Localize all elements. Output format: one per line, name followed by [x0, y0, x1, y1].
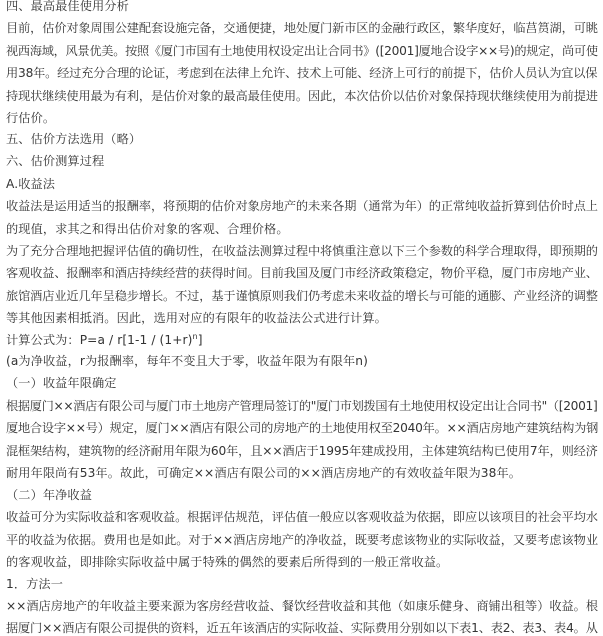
paragraph-line: 收益法是运用适当的报酬率，将预期的估价对象房地产的未来各期（通常为年）的正常纯收益折算到估价时点上: [6, 199, 598, 213]
paragraph-line: 平的收益为依据。费用也是如此。对于××酒店房地产的净收益，既要考虑该物业的实际收益，又要考虑该物业: [6, 533, 599, 547]
paragraph-line: 客观收益、报酬率和酒店持续经营的获得时间。目前我国及厦门市经济政策稳定，物价平稳，厦门市房地产业、: [6, 266, 598, 280]
subsection-heading: A.收益法: [6, 177, 56, 191]
paragraph-line: 耐用年限尚有53年。故此，可确定××酒店有限公司的××酒店房地产的有效收益年限为38年。: [6, 466, 522, 480]
paragraph-line: 厦地合设字××号）规定，厦门××酒店有限公司的房地产的土地使用权至2040年。××酒店房地产建筑结构为钢: [6, 421, 599, 435]
formula-exponent: n: [192, 332, 198, 341]
formula-line: [6, 331, 203, 349]
paragraph-line: 为了充分合理地把握评估值的确切性，在收益法测算过程中将慎重注意以下三个参数的科学合理取得，即预期的: [6, 244, 598, 258]
paragraph-line: 用38年。经过充分合理的论证，考虑到在法律上允许、技术上可能、经济上可行的前提下，估价人员认为宜以保: [6, 66, 598, 80]
section-heading: 五、估价方法选用（略）: [6, 132, 142, 146]
section-heading: 六、估价测算过程: [6, 154, 105, 168]
paragraph-line: 旅馆酒店业近几年呈稳步增长。不过，基于谨慎原则我们仍考虑未来收益的增长与可能的通膨、产业经济的调整: [6, 289, 598, 303]
subsection-heading: （一）收益年限确定: [6, 376, 117, 390]
paragraph-line: 视西海域，风景优美。按照《厦门市国有土地使用权设定出让合同书》([2001]厦地合设字××号)的规定，尚可使: [6, 44, 598, 58]
formula-note: (a为净收益，r为报酬率，每年不变且大于零，收益年限为有限年n): [6, 354, 368, 368]
paragraph-line: ××酒店房地产的年收益主要来源为客房经营收益、餐饮经营收益和其他（如康乐健身、商铺出租等）收益。根: [6, 599, 599, 613]
subsection-heading: 1．方法一: [6, 577, 64, 591]
paragraph-line: 等其他因素相抵消。因此，选用对应的有限年的收益法公式进行计算。: [6, 311, 387, 325]
paragraph-line: 收益可分为实际收益和客观收益。根据评估规范，评估值一般应以客观收益为依据，即应以该项目的社会平均水: [6, 510, 598, 524]
formula-close: ]: [197, 333, 203, 347]
paragraph-line: 目前，估价对象周围公建配套设施完备，交通便捷，地处厦门新市区的金融行政区，繁华度好，临莒筼湖，可眺: [6, 21, 598, 35]
section-heading: 四、最高最佳使用分析: [6, 0, 129, 13]
paragraph-line: 混框架结构，建筑物的经济耐用年限为60年，且××酒店于1995年建成投用，主体建筑结构已使用7年，则经济: [6, 444, 598, 458]
paragraph-line: 根据厦门××酒店有限公司与厦门市土地房产管理局签订的"厦门市划拨国有土地使用权设定出让合同书"（[2001]: [6, 399, 598, 413]
paragraph-line: 持现状继续使用最为有利，是估价对象的最高最佳使用。因此，本次估价以估价对象保持现状继续使用为前提进: [6, 89, 598, 103]
paragraph-line: 行估价。: [6, 111, 56, 125]
paragraph-line: 的客观收益，即排除实际收益中属于特殊的偶然的要素后所得到的一般正常收益。: [6, 555, 449, 569]
paragraph-line: 的现值，求其之和得出估价对象的客观、合理价格。: [6, 222, 289, 236]
formula-text: 计算公式为：P=a / r[1-1 / (1+r): [6, 333, 193, 347]
subsection-heading: （二）年净收益: [6, 488, 93, 502]
paragraph-line: 据厦门××酒店有限公司提供的资料，近五年该酒店的实际收益、实际费用分别如以下表1、表2、表3、表4。从: [6, 621, 598, 635]
